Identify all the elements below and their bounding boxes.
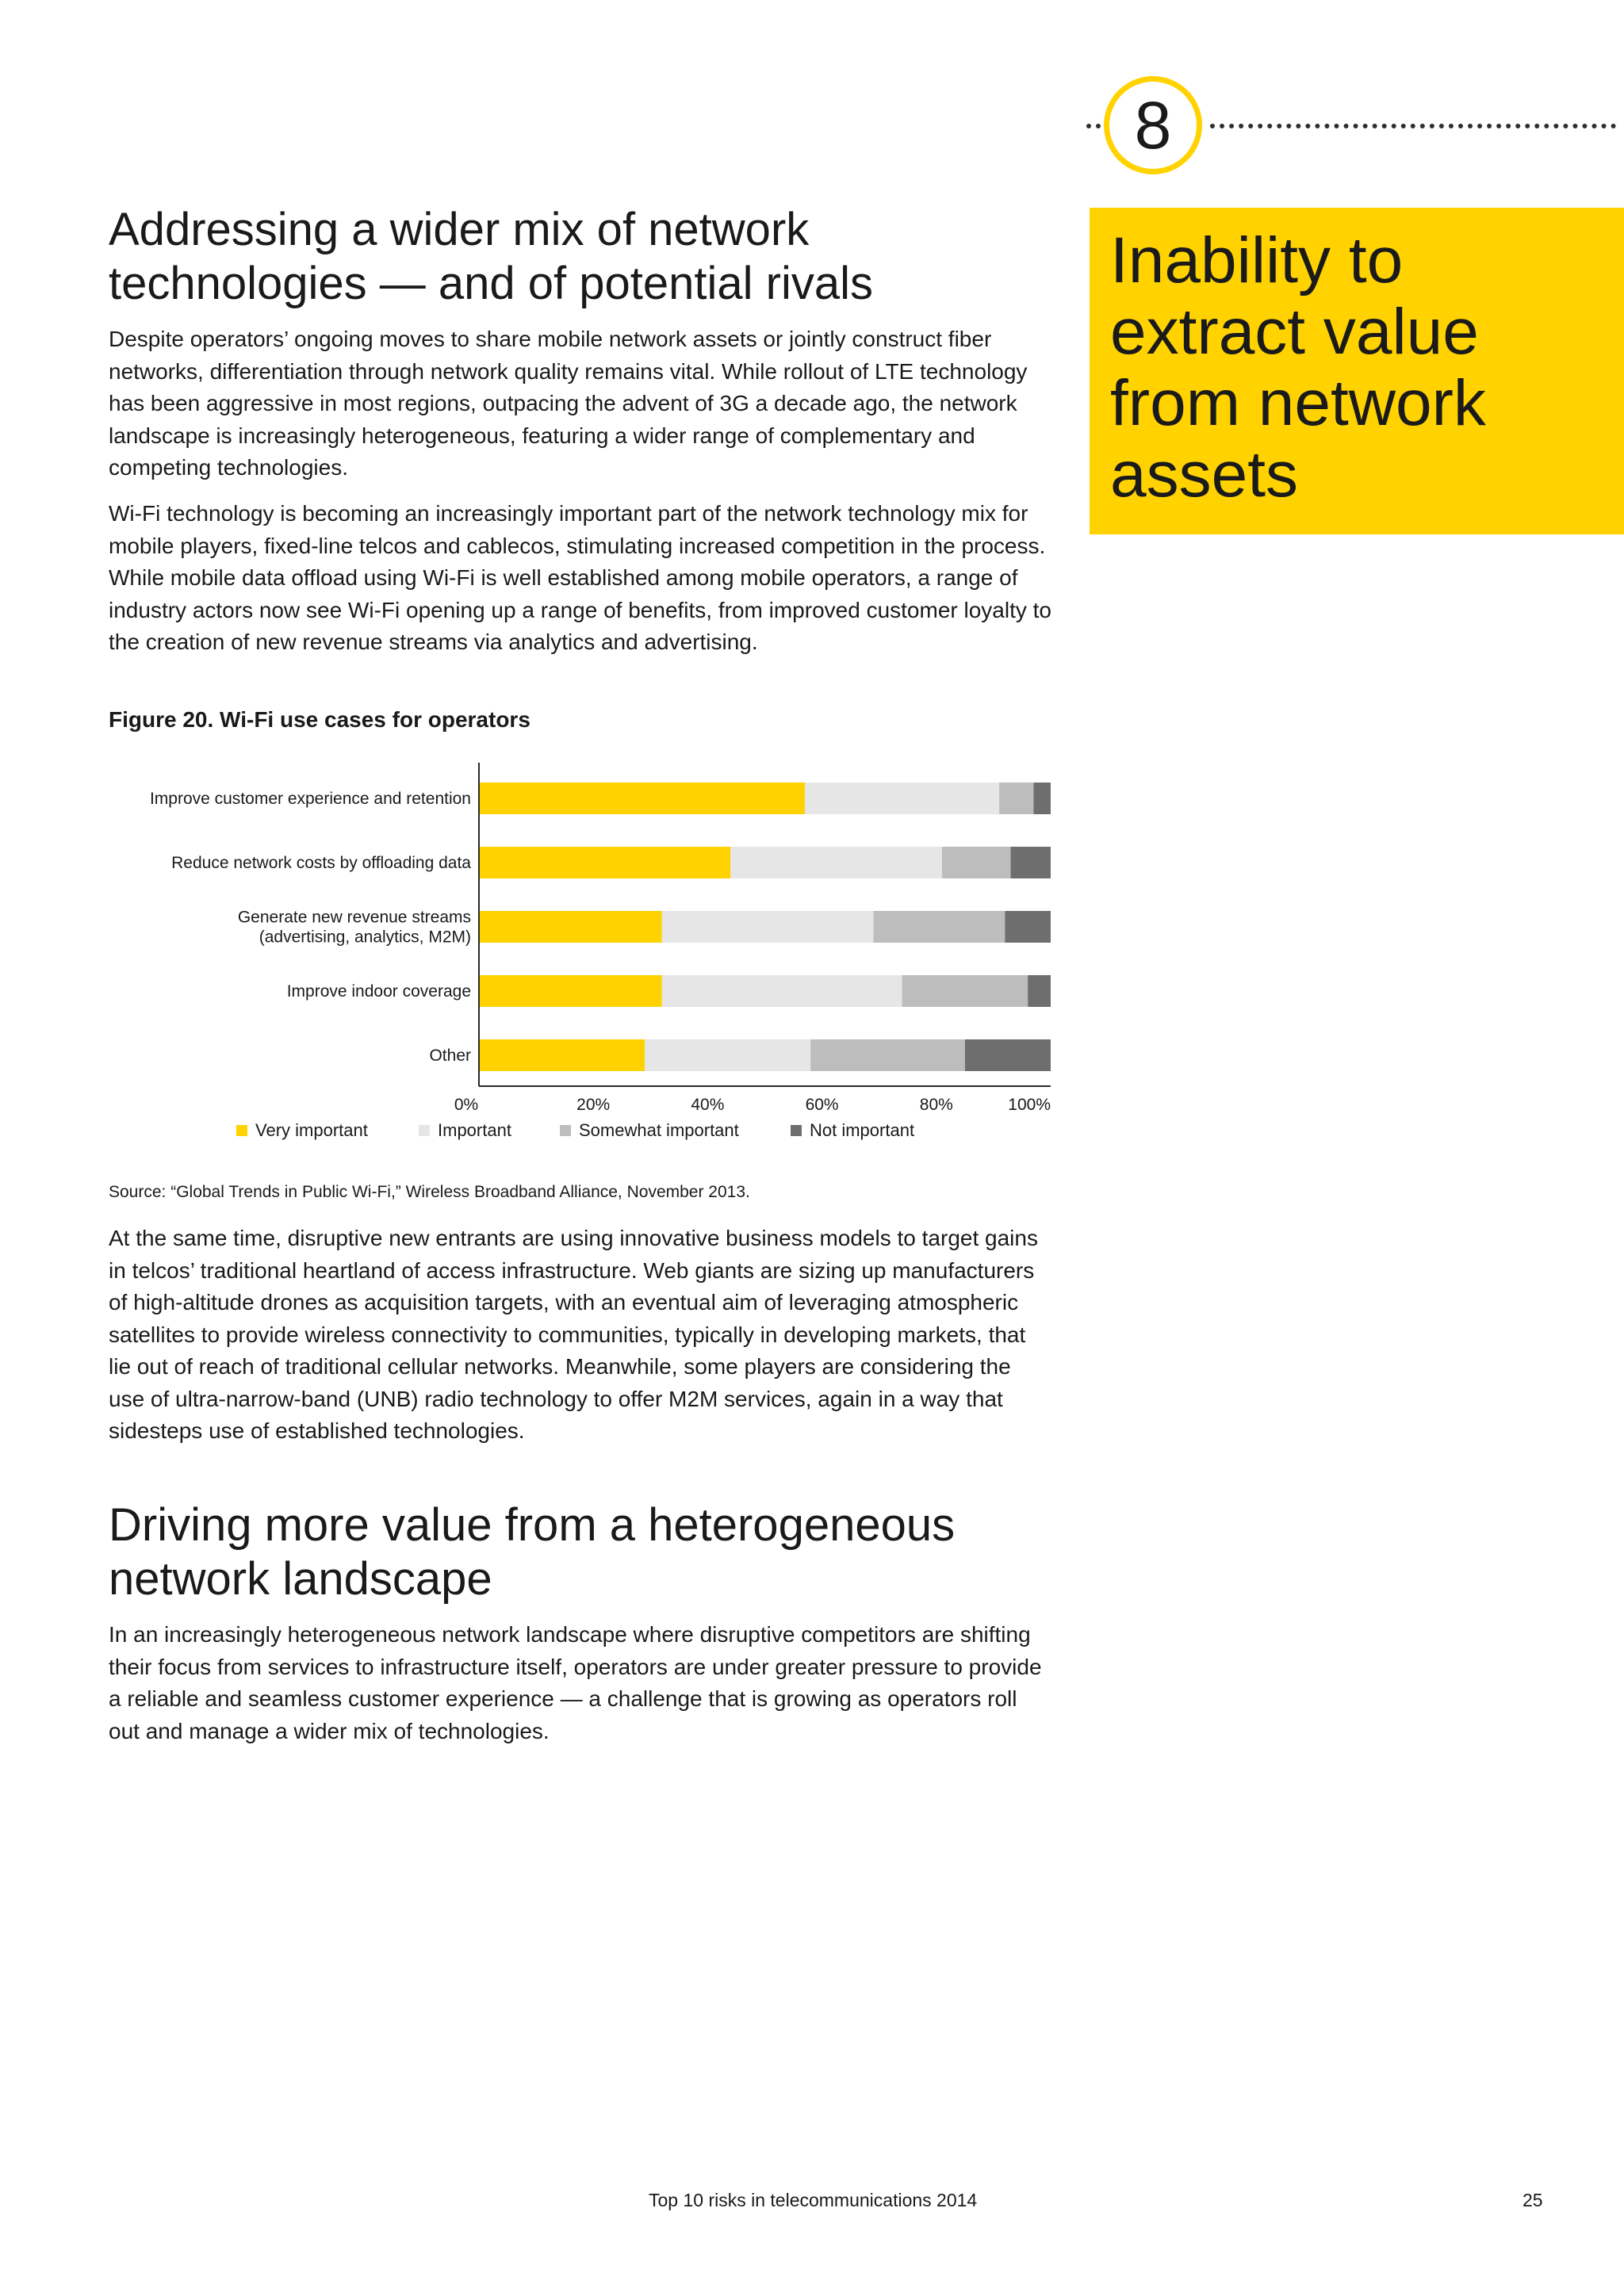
legend-label: Not important [810,1120,915,1140]
footer-report-title: Top 10 risks in telecommunications 2014 [649,2190,978,2210]
bar-segment-important [730,847,942,878]
bar-segment-not-important [1033,783,1051,814]
category-label: Improve indoor coverage [286,982,471,1001]
stacked-bar-chart [95,753,1063,1158]
bar-segment-somewhat-important [999,783,1033,814]
legend-label: Important [438,1120,511,1140]
legend-label: Very important [255,1120,368,1140]
bar-segment-very-important [479,975,662,1007]
bar-segment-important [645,1039,810,1071]
bar-segment-important [662,911,874,943]
category-label: Reduce network costs by offloading data [171,854,471,872]
bar-segment-very-important [479,911,662,943]
legend-swatch [419,1125,430,1136]
bar-segment-somewhat-important [902,975,1028,1007]
x-tick-label: 40% [691,1096,725,1114]
category-label: Other [429,1047,471,1065]
x-tick-label: 20% [576,1096,611,1114]
risk-number-badge [1104,76,1202,174]
bar-segment-very-important [479,783,805,814]
risk-number: 8 [1134,88,1172,163]
bar-segment-not-important [965,1039,1051,1071]
x-tick-label: 60% [805,1096,839,1114]
bar-segment-not-important [1011,847,1051,878]
dotted-rule-left [1086,124,1101,128]
bar-segment-somewhat-important [873,911,1005,943]
risk-title: Inability to extract value from network assets [1110,224,1486,511]
bar-segment-not-important [1028,975,1051,1007]
x-tick-label: 100% [1008,1096,1051,1114]
figure-source: Source: “Global Trends in Public Wi-Fi,” Wireless Broadband Alliance, November 2013. [109,1183,750,1201]
body-paragraph: In an increasingly heterogeneous network landscape where disruptive competitors are shifting their focus from services to infrastructure itself, operators are under greater pressure to provide a reliable and seamless customer experience — a challenge that is growing as operators roll out and manage a wider mix of technologies. [109,1622,1042,1743]
body-paragraph: Wi-Fi technology is becoming an increasingly important part of the network technology mix for mobile players, fixed-line telcos and cablecos, stimulating increased competition in the process. While mobile data offload using Wi-Fi is well established among mobile operators, a range of industry actors now see Wi-Fi opening up a range of benefits, from improved customer loyalty to the creation of new revenue streams via analytics and advertising. [109,501,1051,654]
legend-swatch [560,1125,571,1136]
bar-segment-very-important [479,847,730,878]
legend-swatch [236,1125,247,1136]
x-tick-label: 0% [454,1096,479,1114]
bar-segment-very-important [479,1039,645,1071]
body-paragraph: Despite operators’ ongoing moves to share mobile network assets or jointly construct fiber networks, differentiation through network quality remains vital. While rollout of LTE technology has been aggressive in most regions, outpacing the advent of 3G a decade ago, the network landscape is increasingly heterogeneous, featuring a wider range of complementary and competing technologies. [109,327,1028,480]
page-number: 25 [1522,2190,1543,2210]
dotted-rule-right [1210,124,1616,128]
legend-swatch [791,1125,802,1136]
x-tick-label: 80% [919,1096,953,1114]
legend-label: Somewhat important [579,1120,739,1140]
figure-title: Figure 20. Wi-Fi use cases for operators [109,707,530,732]
section-heading-driving-value: Driving more value from a heterogeneous network landscape [109,1499,956,1605]
risk-title-box [1090,208,1624,534]
section-heading-network-technologies: Addressing a wider mix of network technologies — and of potential rivals [109,204,874,309]
bar-segment-somewhat-important [942,847,1011,878]
bar-segment-somewhat-important [810,1039,965,1071]
body-paragraph: At the same time, disruptive new entrants are using innovative business models to target gains in telcos’ traditional heartland of access infrastructure. Web giants are sizing up manufacturers of high-altitude drones as acquisition targets, with an eventual aim of leveraging atmospheric satellites to provide wireless connectivity to communities, typically in developing markets, that lie out of reach of traditional cellular networks. Meanwhile, some players are considering the use of ultra-narrow-band (UNB) radio technology to offer M2M services, again in a way that sidesteps use of established technologies. [109,1226,1038,1443]
category-label: Improve customer experience and retention [149,790,471,808]
bar-segment-not-important [1005,911,1051,943]
category-label: Generate new revenue streams (advertising, analytics, M2M) [237,908,471,947]
bar-segment-important [805,783,999,814]
bar-segment-important [662,975,902,1007]
